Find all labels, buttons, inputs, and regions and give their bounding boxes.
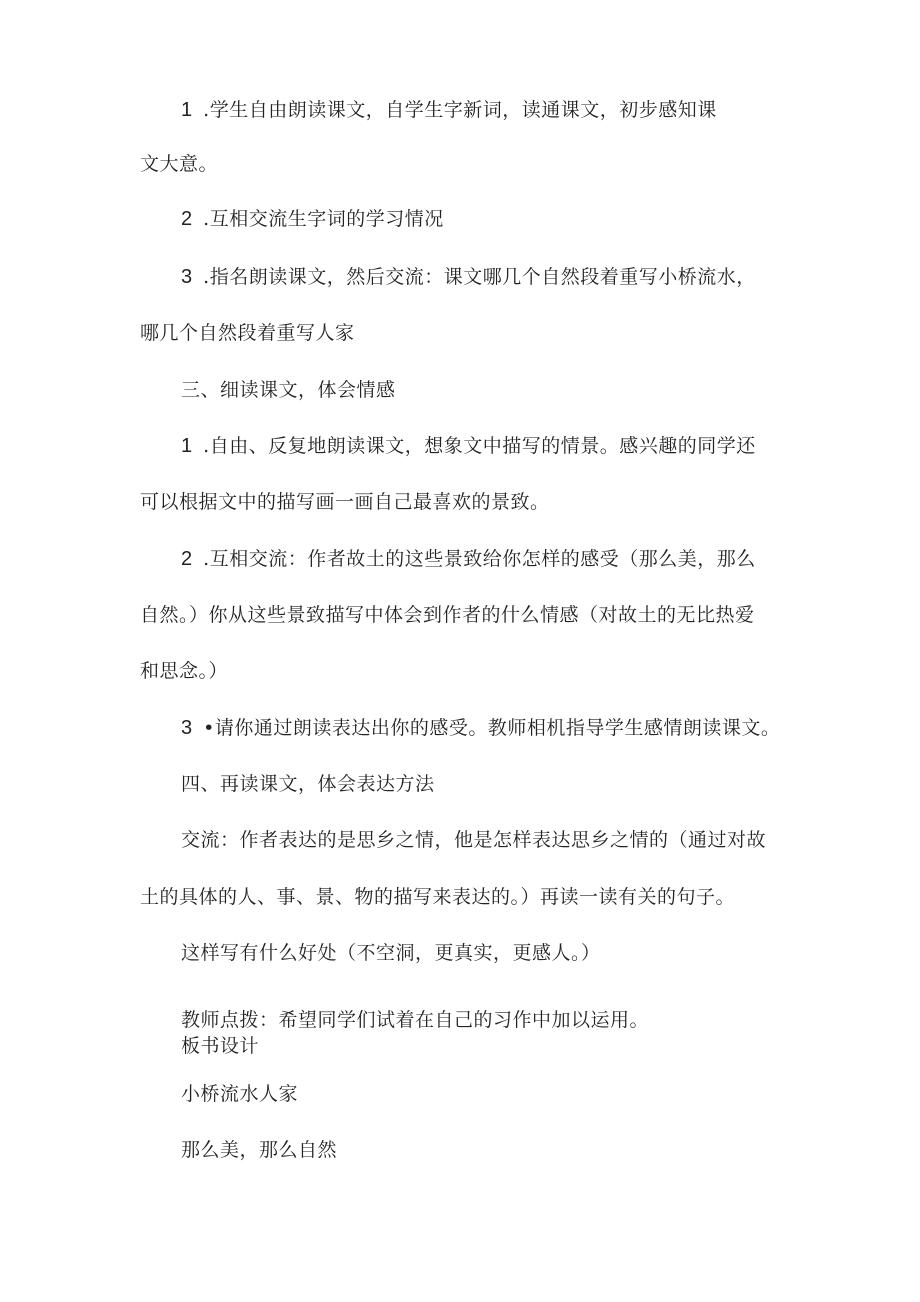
board-design-line-2 xyxy=(181,1138,337,1162)
paragraph-line-4 xyxy=(181,265,756,289)
line-text: 那么美，那么自然 xyxy=(181,1139,338,1161)
paragraph-line-9 xyxy=(181,547,756,571)
paragraph-line-8 xyxy=(140,490,550,514)
line-text: 可以根据文中的描写画一画自己最喜欢的景致。 xyxy=(140,491,550,513)
line-text: 板书设计 xyxy=(181,1035,260,1057)
line-text: .自由、反复地朗读课文，想象文中描写的情景。感兴趣的同学还 xyxy=(196,435,756,457)
line-text: .学生自由朗读课文，自学生字新词，读通课文，初步感知课 xyxy=(196,99,717,121)
paragraph-line-16 xyxy=(181,941,601,965)
board-design-heading xyxy=(181,1034,259,1058)
line-text: 教师点拨：希望同学们试着在自己的习作中加以运用。 xyxy=(181,1009,650,1031)
paragraph-line-3 xyxy=(181,207,444,231)
paragraph-line-11 xyxy=(140,659,228,683)
section-heading-3 xyxy=(181,378,396,402)
line-text: 三、细读课文，体会情感 xyxy=(181,379,396,401)
section-heading-4 xyxy=(181,772,435,796)
list-number: 1 xyxy=(181,99,193,121)
line-text: •请你通过朗读表达出你的感受。教师相机指导学生感情朗读课文。 xyxy=(196,717,781,739)
line-text: 自然。）你从这些景致描写中体会到作者的什么情感（对故土的无比热爱 xyxy=(140,604,755,626)
line-text: 和思念。） xyxy=(140,660,229,682)
line-text: 四、再读课文，体会表达方法 xyxy=(181,773,435,795)
line-text: .互相交流：作者故土的这些景致给你怎样的感受（那么美，那么 xyxy=(196,548,756,570)
paragraph-line-1 xyxy=(181,98,717,122)
list-number: 2 xyxy=(181,208,193,230)
paragraph-line-17 xyxy=(181,1008,649,1032)
board-design-line-1 xyxy=(181,1082,298,1106)
paragraph-line-7 xyxy=(181,434,756,458)
list-number: 2 xyxy=(181,548,193,570)
paragraph-line-10 xyxy=(140,603,755,627)
paragraph-line-2 xyxy=(140,152,218,176)
paragraph-line-12 xyxy=(181,716,780,740)
list-number: 3 xyxy=(181,717,193,739)
line-text: 小桥流水人家 xyxy=(181,1083,299,1105)
line-text: 这样写有什么好处（不空洞，更真实，更感人。） xyxy=(181,942,601,964)
line-text: 文大意。 xyxy=(140,153,219,175)
paragraph-line-14 xyxy=(181,828,766,852)
line-text: 哪几个自然段着重写人家 xyxy=(140,322,355,344)
line-text: .互相交流生字词的学习情况 xyxy=(196,208,444,230)
paragraph-line-15 xyxy=(140,885,735,909)
line-text: 土的具体的人、事、景、物的描写来表达的。）再读一读有关的句子。 xyxy=(140,886,736,908)
paragraph-line-5 xyxy=(140,321,355,345)
line-text: .指名朗读课文，然后交流：课文哪几个自然段着重写小桥流水， xyxy=(196,266,756,288)
list-number: 1 xyxy=(181,435,193,457)
list-number: 3 xyxy=(181,266,193,288)
line-text: 交流：作者表达的是思乡之情，他是怎样表达思乡之情的（通过对故 xyxy=(181,829,767,851)
